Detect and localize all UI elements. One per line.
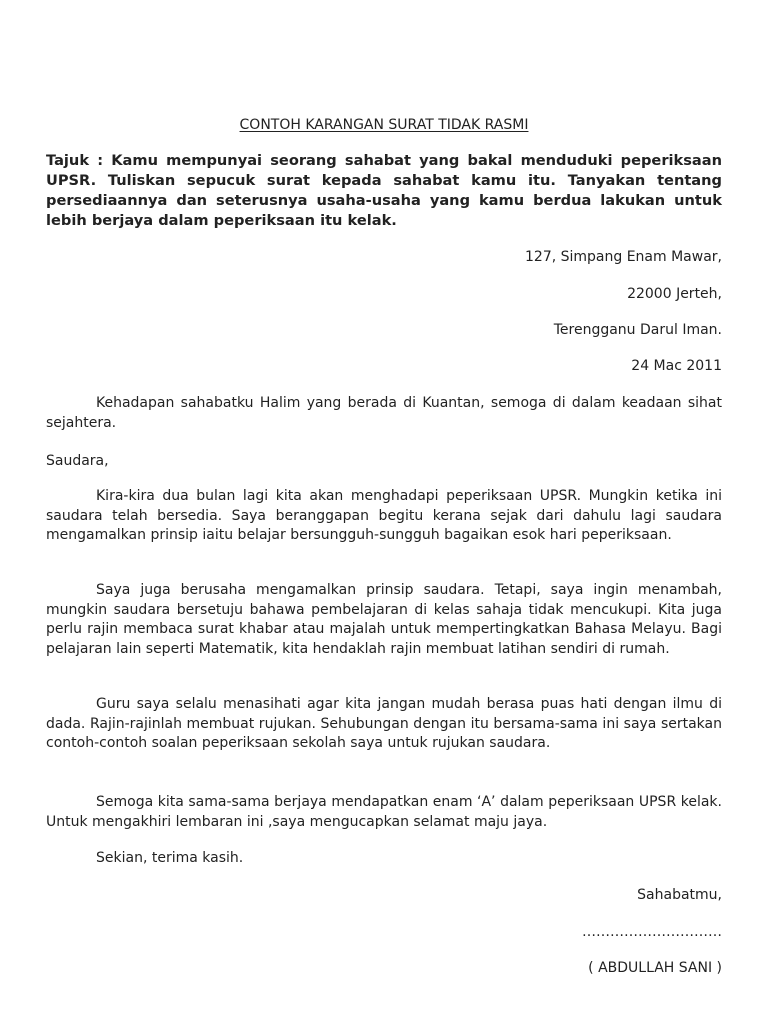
letter-page (46, 0, 722, 1024)
closing-line: Sekian, terima kasih. (96, 850, 244, 866)
page-title: CONTOH KARANGAN SURAT TIDAK RASMI (239, 117, 529, 133)
signature-line: ………………………… (582, 924, 722, 940)
body-paragraph-1: Kira-kira dua bulan lagi kita akan menghadapi peperiksaan UPSR. Mungkin ketika ini saudara telah bersedia. Saya beranggapan begitu kerana sejak dari dahulu lagi saudara mengamalkan prinsip iaitu belajar bersungguh-sungguh bagaikan esok hari peperiksaan. (46, 488, 722, 544)
address-line-1: 127, Simpang Enam Mawar, (525, 249, 722, 265)
greeting-paragraph: Kehadapan sahabatku Halim yang berada di Kuantan, semoga di dalam keadaan sihat sejahtera. (46, 395, 722, 431)
signoff: Sahabatmu, (637, 887, 722, 903)
body-paragraph-3: Guru saya selalu menasihati agar kita jangan mudah berasa puas hati dengan ilmu di dada. Rajin-rajinlah membuat rujukan. Sehubungan dengan itu bersama-sama ini saya sertakan contoh-contoh soalan peperiksaan sekolah saya untuk rujukan saudara. (46, 696, 722, 752)
address-line-3: Terengganu Darul Iman. (553, 322, 722, 338)
body-paragraph-4: Semoga kita sama-sama berjaya mendapatkan enam ‘A’ dalam peperiksaan UPSR kelak. Untuk mengakhiri lembaran ini ,saya mengucapkan selamat maju jaya. (46, 794, 722, 830)
essay-question: Tajuk : Kamu mempunyai seorang sahabat yang bakal menduduki peperiksaan UPSR. Tuliskan sepucuk surat kepada sahabat kamu itu. Tanyakan tentang persediaannya dan seterusnya usaha-usaha yang kamu berdua lakukan untuk lebih berjaya dalam peperiksaan itu kelak. (46, 152, 722, 229)
body-paragraph-2: Saya juga berusaha mengamalkan prinsip saudara. Tetapi, saya ingin menambah, mungkin saudara bersetuju bahawa pembelajaran di kelas sahaja tidak mencukupi. Kita juga perlu rajin membaca surat khabar atau majalah untuk mempertingkatkan Bahasa Melayu. Bagi pelajaran lain seperti Matematik, kita hendaklah rajin membuat latihan sendiri di rumah. (46, 582, 722, 657)
sender-name: ( ABDULLAH SANI ) (588, 960, 722, 976)
salutation: Saudara, (46, 453, 109, 469)
letter-date: 24 Mac 2011 (631, 358, 722, 374)
address-line-2: 22000 Jerteh, (627, 286, 722, 302)
